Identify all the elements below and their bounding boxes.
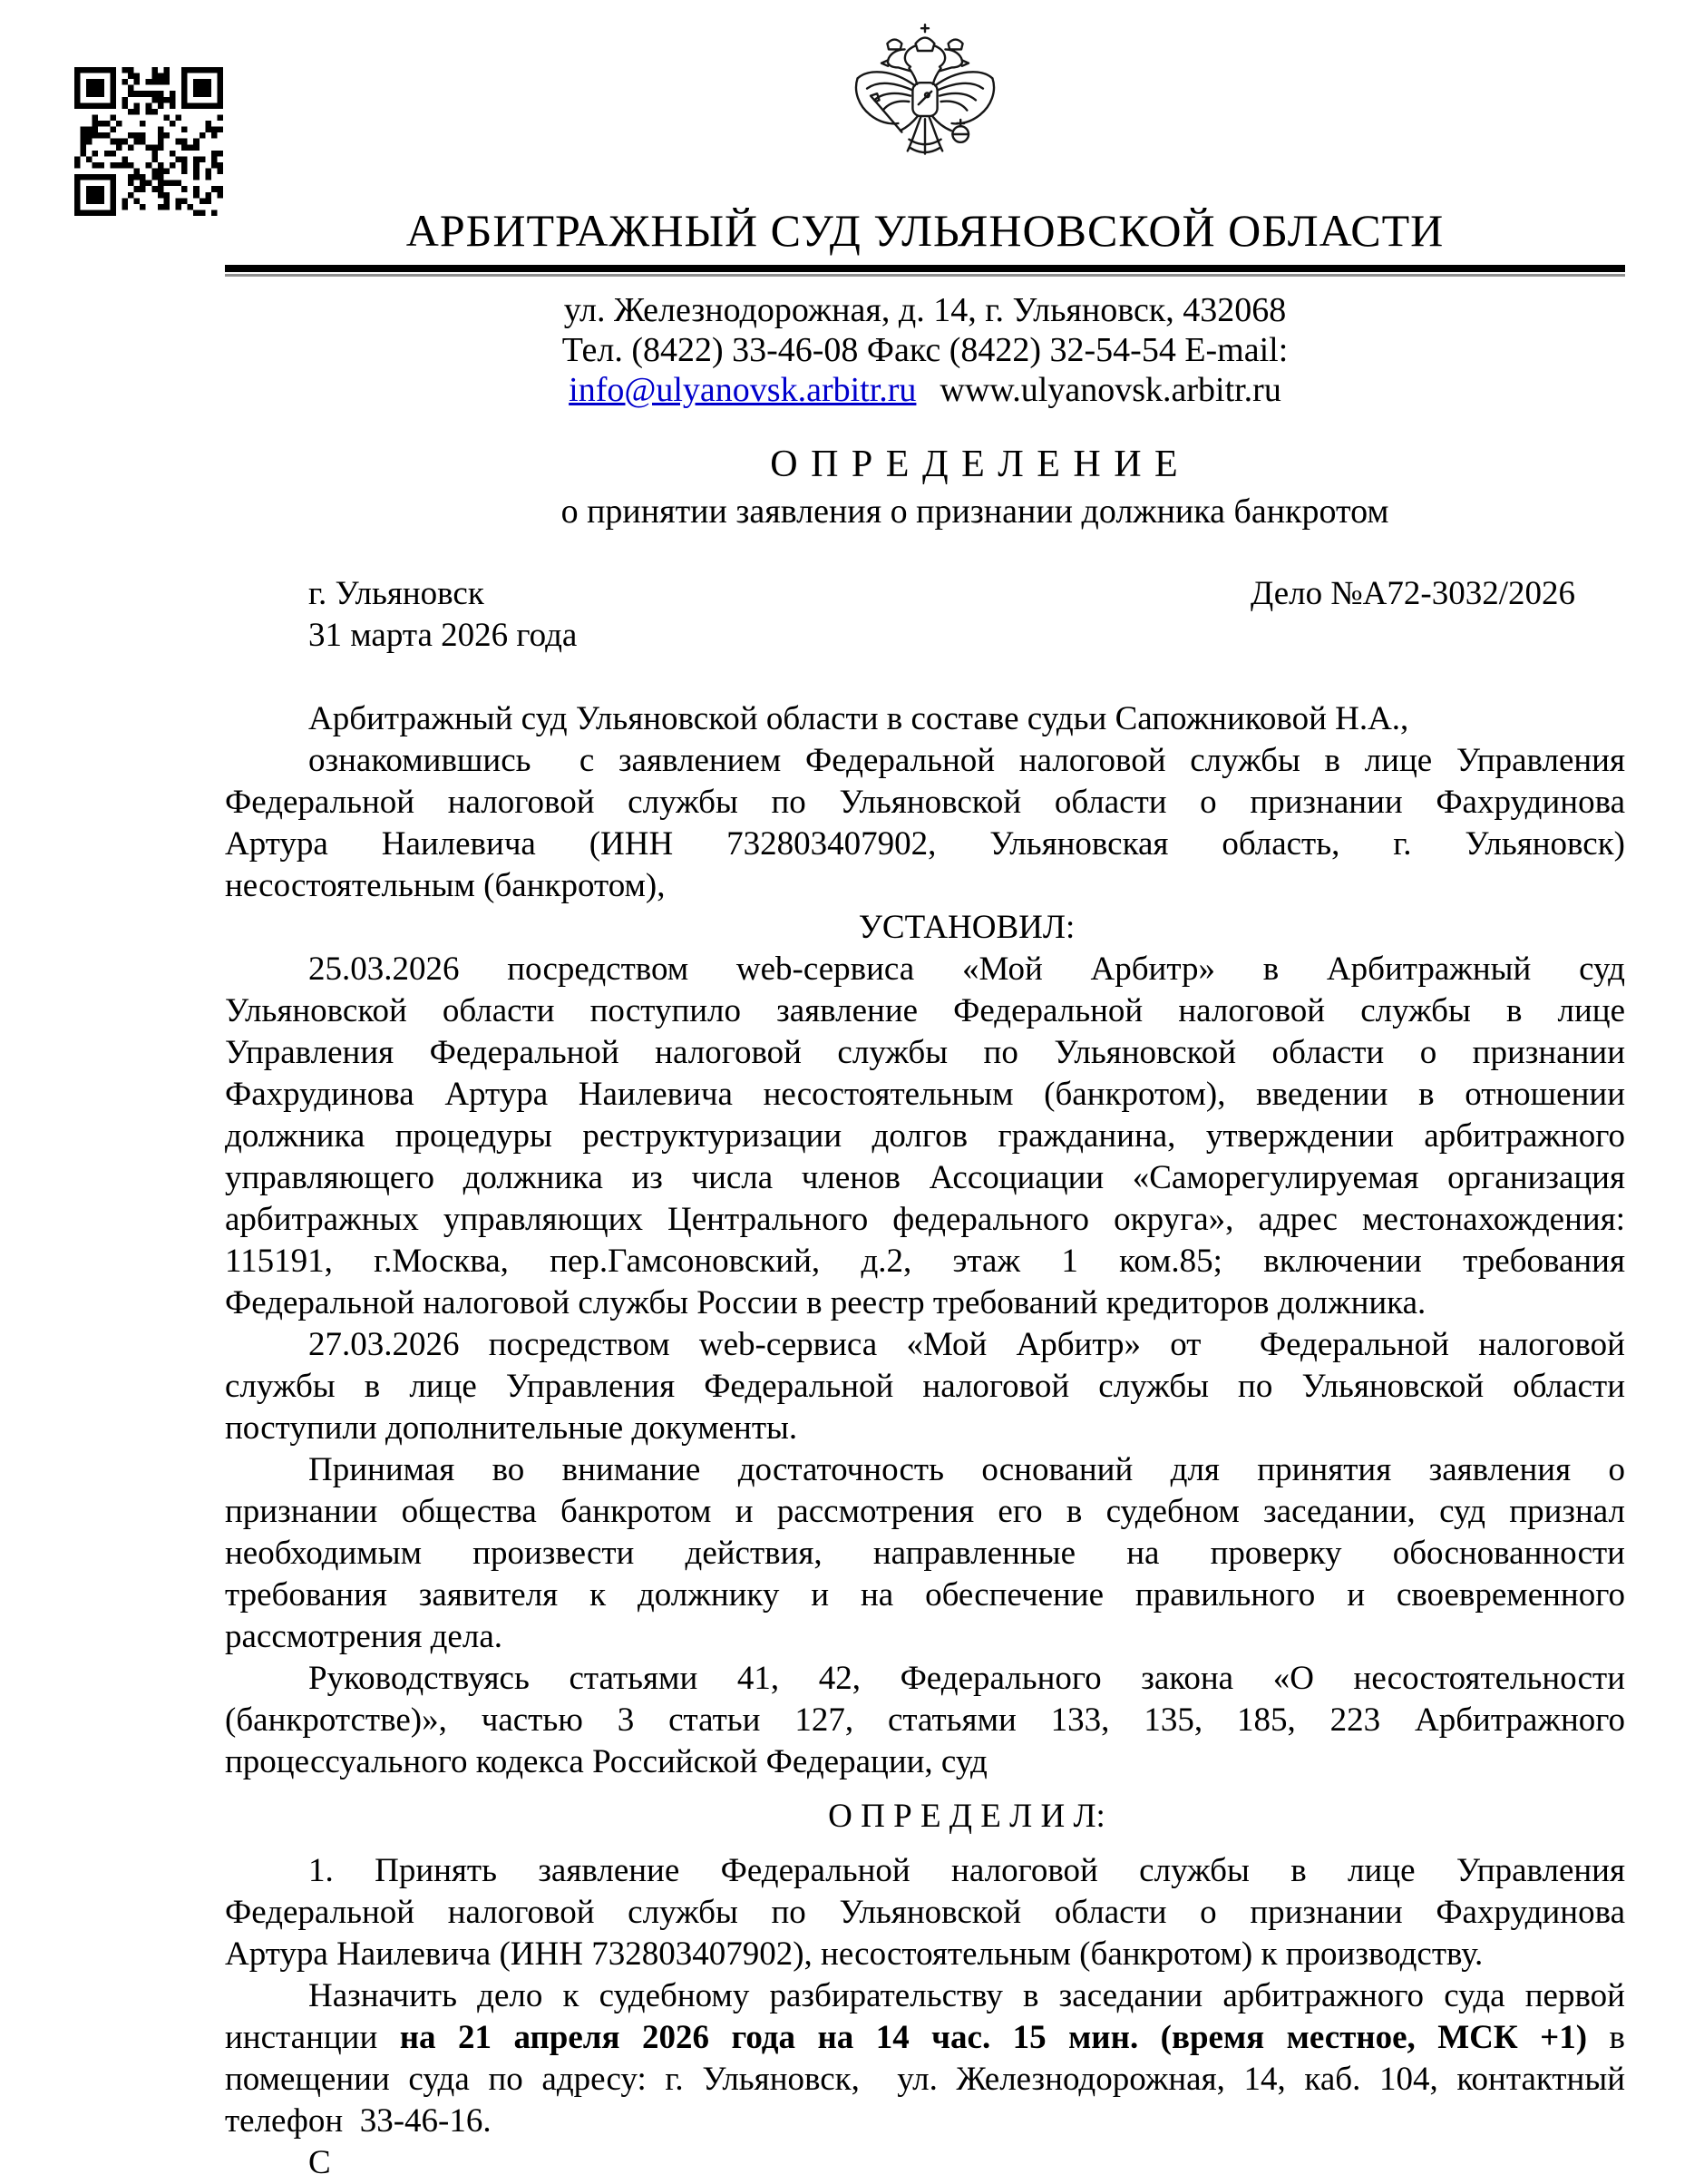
text-line: необходимым произвести действия, направленные на проверку обоснованности xyxy=(225,1535,1625,1572)
text-line xyxy=(225,2017,1625,2059)
text-line: 25.03.2026 посредством web-сервиса «Мой Арбитр» в Арбитражный суд xyxy=(308,951,1625,988)
text-line: рассмотрения дела. xyxy=(225,1618,502,1655)
text-line: Артура Наилевича (ИНН 732803407902, Ульяновская область, г. Ульяновск) xyxy=(225,825,1625,863)
text-segment: инстанции xyxy=(225,2019,400,2056)
paragraph xyxy=(225,949,1625,1324)
document-subtitle: о принятии заявления о признании должника банкротом xyxy=(560,492,1389,531)
document-date: 31 марта 2026 года xyxy=(308,617,578,654)
hearing-datetime-bold: на 21 апреля 2026 года на 14 час. 15 мин. (время местное, МСК +1) xyxy=(399,2019,1588,2056)
paragraph xyxy=(225,1324,1625,1449)
text-line: службы в лице Управления Федеральной налоговой службы по Ульяновской области xyxy=(225,1368,1625,1405)
russia-coat-of-arms-icon xyxy=(845,22,1005,196)
text-line: Федеральной налоговой службы по Ульяновской области о признании Фахрудинова xyxy=(225,1894,1625,1931)
text-line: Управления Федеральной налоговой службы по Ульяновской области о признании xyxy=(225,1034,1625,1071)
clipped-text-line: С xyxy=(308,2144,331,2181)
text-line: Ульяновской области поступило заявление Федеральной налоговой службы в лице xyxy=(225,992,1625,1029)
phone-fax-label: Тел. (8422) 33-46-08 Факс (8422) 32-54-54 E-mail: xyxy=(561,331,1289,369)
paragraph xyxy=(225,1850,1625,1975)
section-heading: УСТАНОВИЛ: xyxy=(858,909,1076,946)
text-line: Арбитражный суд Ульяновской области в составе судьи Сапожниковой Н.А., xyxy=(308,700,1409,737)
text-line: Принимая во внимание достаточность оснований для принятия заявления о xyxy=(308,1451,1625,1488)
text-line: управляющего должника из числа членов Ассоциации «Саморегулируемая организация xyxy=(225,1159,1625,1196)
text-line: Федеральной налоговой службы по Ульяновской области о признании Фахрудинова xyxy=(225,784,1625,821)
document-type-title: О П Р Е Д Е Л Е Н И Е xyxy=(770,444,1180,485)
text-line: признании общества банкротом и рассмотрения его в судебном заседании, суд признал xyxy=(225,1493,1625,1530)
paragraph xyxy=(225,740,1625,907)
qr-code-image xyxy=(74,67,223,216)
text-line: должника процедуры реструктуризации долгов гражданина, утверждении арбитражного xyxy=(225,1117,1625,1155)
text-line: арбитражных управляющих Центрального федерального округа», адрес местонахождения: xyxy=(225,1201,1625,1238)
text-line: Федеральной налоговой службы России в реестр требований кредиторов должника. xyxy=(225,1284,1426,1321)
text-line: телефон 33-46-16. xyxy=(225,2102,492,2140)
text-line: Руководствуясь статьями 41, 42, Федерального закона «О несостоятельности xyxy=(308,1660,1625,1697)
text-line: Артура Наилевича (ИНН 732803407902), несостоятельным (банкротом) к производству. xyxy=(225,1935,1484,1973)
text-line: 27.03.2026 посредством web-сервиса «Мой Арбитр» от Федеральной налоговой xyxy=(308,1326,1625,1363)
section-heading: О П Р Е Д Е Л И Л: xyxy=(828,1798,1105,1835)
court-name: АРБИТРАЖНЫЙ СУД УЛЬЯНОВСКОЙ ОБЛАСТИ xyxy=(405,205,1445,256)
website-label: www.ulyanovsk.arbitr.ru xyxy=(940,371,1281,409)
court-contacts xyxy=(225,330,1625,410)
case-header-row xyxy=(308,573,1575,615)
text-line: несостоятельным (банкротом), xyxy=(225,867,666,904)
case-number: Дело №А72-3032/2026 xyxy=(1251,575,1575,612)
text-line: Фахрудинова Артура Наилевича несостоятельным (банкротом), введении в отношении xyxy=(225,1076,1625,1113)
header-divider xyxy=(225,265,1625,277)
text-line: (банкротстве)», частью 3 статьи 127, статьями 133, 135, 185, 223 Арбитражного xyxy=(225,1701,1625,1739)
paragraph xyxy=(225,1975,1625,2142)
court-address: ул. Железнодорожная, д. 14, г. Ульяновск, 432068 xyxy=(563,291,1287,329)
text-line: ознакомившись с заявлением Федеральной налоговой службы в лице Управления xyxy=(308,742,1625,779)
place-label: г. Ульяновск xyxy=(308,575,484,612)
qr-code xyxy=(74,67,223,216)
document-title-block xyxy=(225,441,1625,533)
court-header xyxy=(225,0,1625,410)
text-line: 115191, г.Москва, пер.Гамсоновский, д.2, этаж 1 ком.85; включении требования xyxy=(225,1243,1625,1280)
text-line: Назначить дело к судебному разбирательству в заседании арбитражного суда первой xyxy=(308,1977,1625,2014)
paragraph xyxy=(225,698,1625,740)
paragraph xyxy=(225,1449,1625,1658)
paragraph xyxy=(225,1658,1625,1783)
text-line: поступили дополнительные документы. xyxy=(225,1409,798,1447)
text-line: помещении суда по адресу: г. Ульяновск, ул. Железнодорожная, 14, каб. 104, контактный xyxy=(225,2061,1625,2098)
document-body xyxy=(225,698,1625,2181)
text-line: процессуального кодекса Российской Федерации, суд xyxy=(225,1743,988,1780)
email-link[interactable]: info@ulyanovsk.arbitr.ru xyxy=(569,371,917,409)
text-segment: в xyxy=(1587,2019,1625,2056)
text-line: 1. Принять заявление Федеральной налоговой службы в лице Управления xyxy=(308,1852,1625,1889)
text-line: требования заявителя к должнику и на обеспечение правильного и своевременного xyxy=(225,1576,1625,1614)
